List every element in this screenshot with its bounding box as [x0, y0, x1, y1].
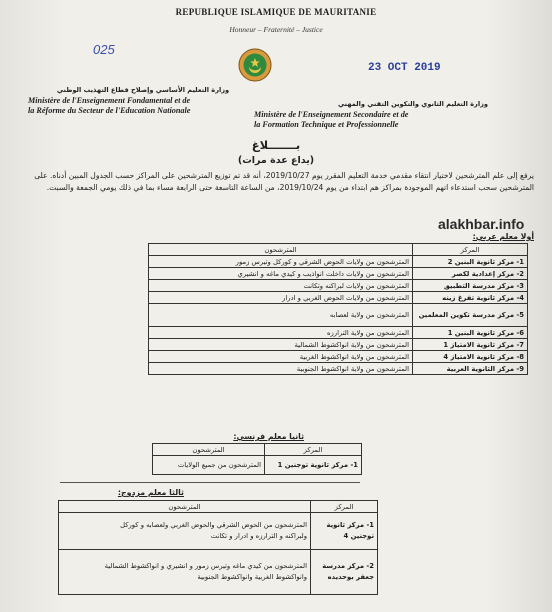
candidates-cell — [59, 513, 311, 550]
table-row — [149, 351, 528, 363]
candidates-cell: المترشحون من ولايات الحوض الغربي و ادرار — [149, 292, 413, 304]
ministry-left-french-line1: Ministère de l'Enseignement Fondamental et de — [28, 96, 191, 105]
ministry-right-french — [254, 110, 504, 130]
table-row — [59, 550, 378, 595]
bilingual-teacher-table — [58, 500, 378, 595]
column-header-candidates: المترشحون — [59, 501, 311, 513]
candidates-line: المترشحون من الحوض الشرقي والحوض الغربي ولعصابه و كوركل — [120, 521, 307, 529]
table-row — [149, 292, 528, 304]
center-cell: 1- مركز ثانوية توجنين 4 — [311, 513, 378, 550]
ministry-right-french-line2: la Formation Technique et Professionnelle — [254, 120, 399, 129]
table-row — [149, 268, 528, 280]
ministry-left-arabic: وزارة التعليم الأساسي وإصلاح قطاع التهذيب الوطني — [56, 86, 230, 94]
candidates-cell — [59, 550, 311, 595]
arabic-teacher-table — [148, 243, 528, 375]
table-header-row — [59, 501, 378, 513]
site-watermark: alakhbar.info — [438, 216, 525, 232]
column-header-center: المركز — [413, 244, 528, 256]
candidates-line: المترشحون من كيدي ماغه وتيرس زمور و انشيري و انواكشوط الشمالية — [104, 562, 307, 570]
french-teacher-table — [152, 443, 362, 475]
table-row — [149, 339, 528, 351]
table-row — [149, 363, 528, 375]
candidates-line: ولبراكنه و الترارزه و ادرار و تكانت — [210, 532, 307, 540]
table-header-row — [153, 444, 362, 456]
date-stamp: 23 OCT 2019 — [368, 62, 441, 74]
section-heading-bilingual-teacher: ثالثا معلم مزدوج: — [117, 488, 184, 497]
ministry-right-arabic: وزارة التعليم الثانوي والتكوين التقني والمهني — [338, 100, 488, 108]
table-row — [149, 256, 528, 268]
center-cell: 6- مركز ثانوية البنين 1 — [413, 327, 528, 339]
national-seal-icon — [238, 48, 272, 82]
candidates-cell: المترشحون من جميع الولايات — [153, 456, 265, 475]
notice-subtitle: (يداع عدة مرات) — [237, 155, 315, 166]
candidates-line: وانواكشوط الغربية وانواكشوط الجنوبية — [197, 573, 307, 581]
candidates-cell: المترشحون من ولاية انواكشوط الجنوبية — [149, 363, 413, 375]
column-header-center: المركز — [265, 444, 362, 456]
ministry-left-french-line2: la Réforme du Secteur de l'Education Nationale — [28, 106, 191, 115]
table-row — [149, 280, 528, 292]
center-cell: 9- مركز الثانوية العربية — [413, 363, 528, 375]
center-cell: 2- مركز مدرسة جعفر بوحديده — [311, 550, 378, 595]
center-cell: 2- مركز إعدادية لكصر — [413, 268, 528, 280]
center-cell: 1- مركز ثانوية توجنين 1 — [265, 456, 362, 475]
notice-body: يرفع إلى علم المترشحين لاختيار انتقاء مقدمي خدمة التعليم المقرر يوم 2019/10/27، أنه قد تم توزيع المترشحين على المراكز حسب الجدول المبين أدناه. على المترشحين سحب استدعاء اتهم الموجودة بمراكز هم ابتداء من يوم 2019/10/24، من الساعة التاسعة حتى الرابعة مساء بما في ذلك يومي الجمعة والسبت. — [34, 171, 534, 192]
republic-title: REPUBLIQUE ISLAMIQUE DE MAURITANIE — [175, 7, 377, 17]
section-divider — [60, 482, 360, 483]
center-cell: 4- مركز ثانوية تفرغ زينه — [413, 292, 528, 304]
center-cell: 7- مركز ثانوية الامتياز 1 — [413, 339, 528, 351]
candidates-cell: المترشحون من ولاية انواكشوط الشمالية — [149, 339, 413, 351]
section-heading-french-teacher: ثانيا معلم فرنسي: — [233, 432, 304, 441]
candidates-cell: المترشحون من ولايات لبراكنه وتكانت — [149, 280, 413, 292]
ministry-right-french-line1: Ministère de l'Enseignement Secondaire et de — [254, 110, 409, 119]
candidates-cell: المترشحون من ولاية الترارزه — [149, 327, 413, 339]
national-motto: Honneur – Fraternité – Justice — [229, 25, 323, 34]
notice-title: بـــــــلاغ — [251, 138, 301, 152]
column-header-candidates: المترشحون — [153, 444, 265, 456]
ministry-left-french — [28, 96, 278, 116]
candidates-cell: المترشحون من ولايات الحوض الشرقي و كوركل وتيرس زمور — [149, 256, 413, 268]
candidates-cell: المترشحون من ولايات داخلت انواذيب و كيدي ماغه و انشيري — [149, 268, 413, 280]
table-row — [149, 304, 528, 327]
table-row — [149, 327, 528, 339]
center-cell: 3- مركز مدرسة التطبيق — [413, 280, 528, 292]
column-header-center: المركز — [311, 501, 378, 513]
column-header-candidates: المترشحون — [149, 244, 413, 256]
candidates-cell: المترشحون من ولاية انواكشوط الغربية — [149, 351, 413, 363]
center-cell: 8- مركز ثانوية الامتياز 4 — [413, 351, 528, 363]
center-cell: 1- مركز ثانوية البنين 2 — [413, 256, 528, 268]
table-header-row — [149, 244, 528, 256]
reference-number: 025 — [93, 42, 115, 57]
table-row — [59, 513, 378, 550]
table-row — [153, 456, 362, 475]
candidates-cell: المترشحون من ولاية لعصابه — [149, 304, 413, 327]
section-heading-arabic-teacher: أولا معلم عربي: — [472, 232, 534, 241]
center-cell: 5- مركز مدرسة تكوين المعلمين — [413, 304, 528, 327]
